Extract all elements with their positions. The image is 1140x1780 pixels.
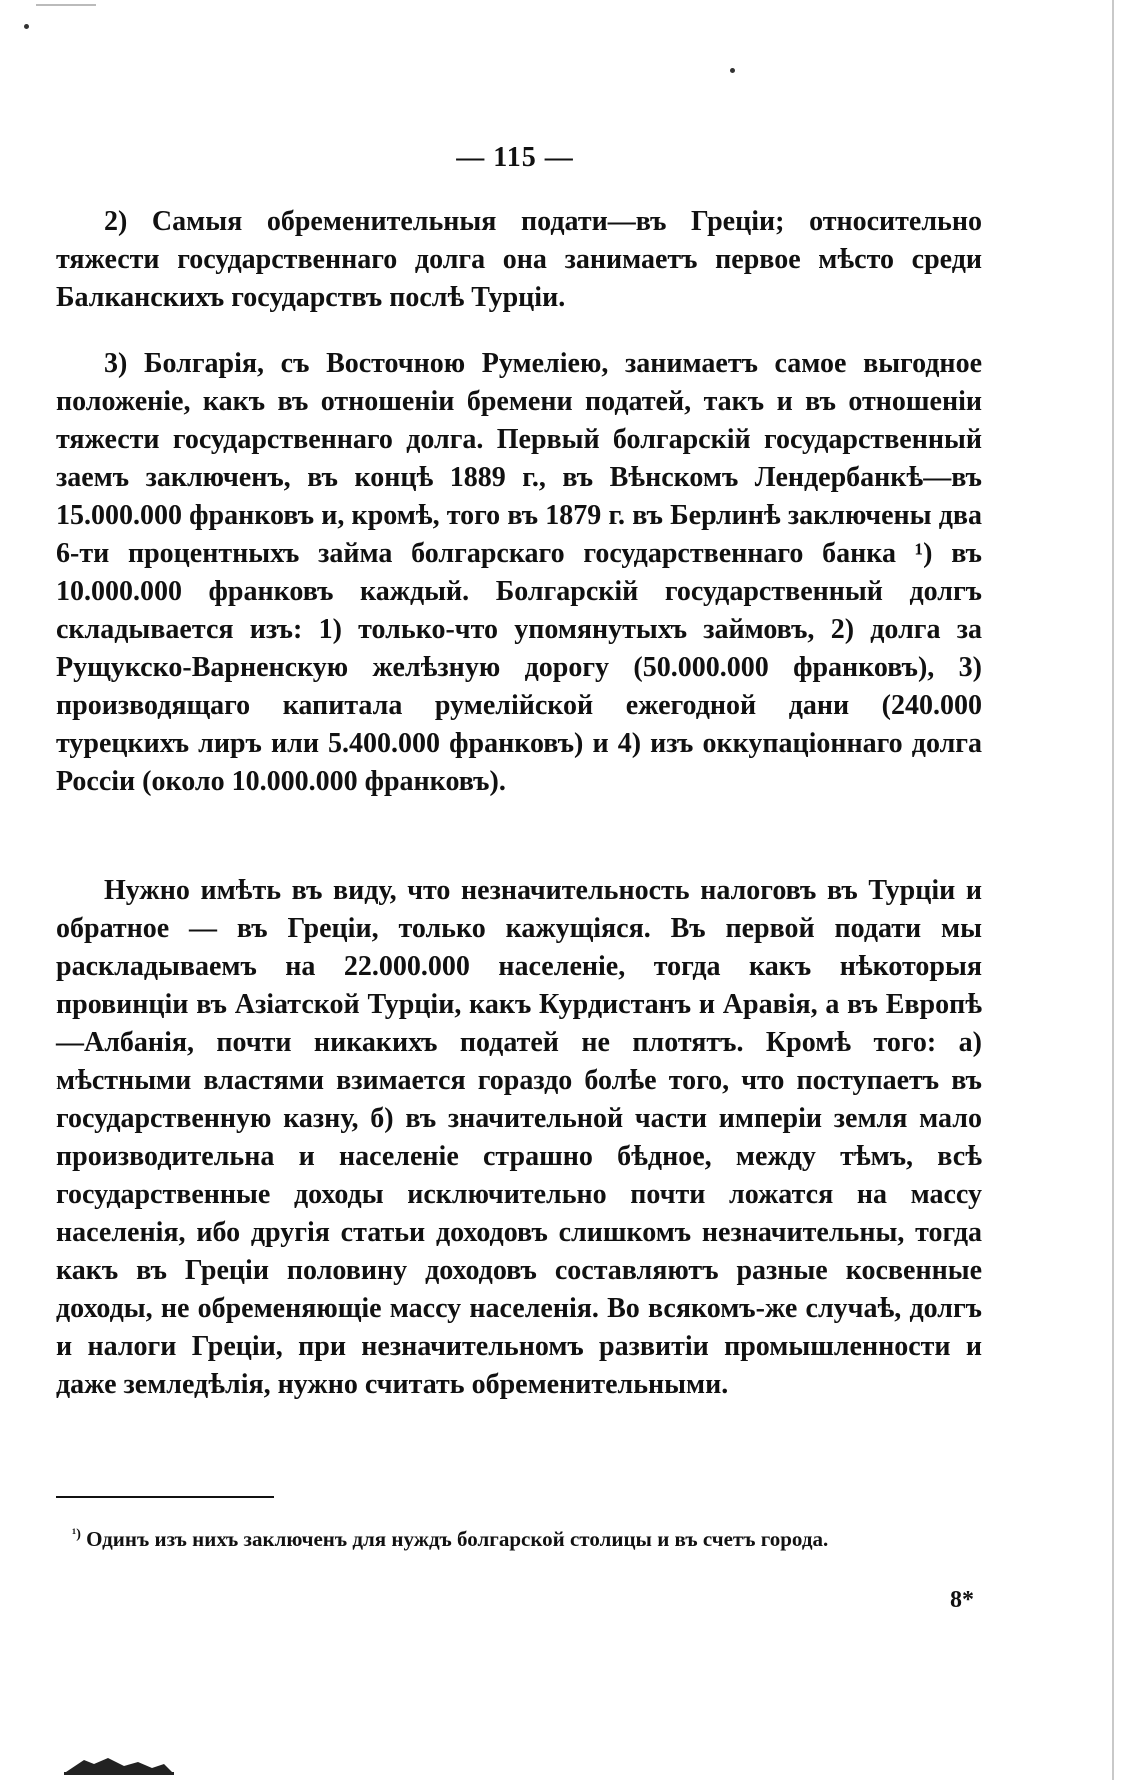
signature-mark: 8*: [950, 1587, 974, 1613]
paragraph-text: 2) Самыя обременительныя подати—въ Греціи; относительно тяжести государственнаго долга она занимаетъ первое мѣсто среди Балканскихъ государствъ послѣ Турціи.: [56, 206, 982, 313]
paragraph-text: Нужно имѣть въ виду, что незначительность налоговъ въ Турціи и обратное — въ Греціи, только кажущіяся. Въ первой подати мы раскладываемъ на 22.000.000 населеніе, тогда какъ нѣкоторыя провинціи въ Азіатской Турціи, какъ Курдистанъ и Аравія, а въ Европѣ—Албанія, почти никакихъ податей не плотятъ. Кромѣ того: а) мѣстными властями взимается гораздо болѣе того, что поступаетъ въ государственную казну, б) въ значительной части имперіи земля мало производительна и населеніе страшно бѣдное, между тѣмъ, всѣ государственные доходы исключительно почти ложатся на массу населенія, ибо другія статьи доходовъ слишкомъ незначительны, тогда какъ въ Греціи половину доходовъ составляютъ разные косвенные доходы, не обременяющіе массу населенія. Во всякомъ-же случаѣ, долгъ и налоги Греціи, при незначительномъ развитіи промышленности и даже земледѣлія, нужно считать обременительными.: [56, 875, 982, 1400]
footnote-marker: ¹): [72, 1527, 81, 1542]
library-stamp-mark: [64, 1750, 174, 1776]
corner-dash: [36, 4, 96, 6]
paragraph-3: [56, 345, 982, 801]
footnote-rule: [56, 1496, 274, 1498]
paragraph-2: [56, 203, 982, 317]
footnote-text: Одинъ изъ нихъ заключенъ для нуждъ болгарской столицы и въ счетъ города.: [86, 1527, 829, 1551]
paragraph-4: [56, 872, 982, 1404]
paragraph-text: 3) Болгарія, съ Восточною Румеліею, занимаетъ самое выгодное положеніе, какъ въ отношеніи бремени податей, такъ и въ отношеніи тяжести государственнаго долга. Первый болгарскій государственный заемъ заключенъ, въ концѣ 1889 г., въ Вѣнскомъ Лендербанкѣ—въ 15.000.000 франковъ и, кромѣ, того въ 1879 г. въ Берлинѣ заключены два 6-ти процентныхъ займа болгарскаго государственнаго банка ¹) въ 10.000.000 франковъ каждый. Болгарскій государственный долгъ складывается изъ: 1) только-что упомянутыхъ займовъ, 2) долга за Рущукско-Варненскую желѣзную дорогу (50.000.000 франковъ), 3) производящаго капитала румелійской ежегодной дани (240.000 турецкихъ лиръ или 5.400.000 франковъ) и 4) изъ оккупаціоннаго долга Россіи (около 10.000.000 франковъ).: [56, 348, 982, 797]
page-number: — 115 —: [456, 142, 574, 173]
ink-speck: [24, 24, 29, 29]
page-edge-line: [1112, 0, 1114, 1780]
ink-speck: [730, 68, 735, 73]
footnote: [72, 1520, 980, 1554]
